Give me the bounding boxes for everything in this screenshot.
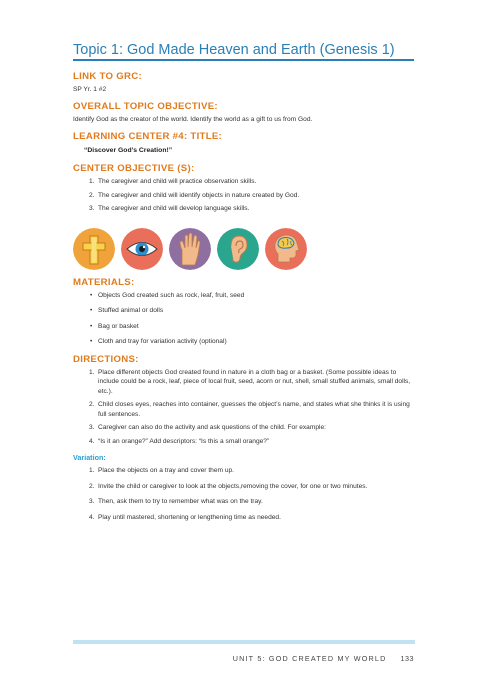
- item-text: Cloth and tray for variation activity (optional): [98, 338, 227, 345]
- item-number: 3.: [89, 205, 95, 212]
- footer: [73, 654, 414, 663]
- list-item: [73, 306, 418, 316]
- list-item: [73, 337, 418, 347]
- title-rule: [73, 59, 414, 61]
- footer-unit: UNIT 5: GOD CREATED MY WORLD: [232, 654, 387, 663]
- bullet: •: [90, 291, 93, 299]
- item-text: The caregiver and child will practice observation skills.: [98, 178, 257, 185]
- learning-center-heading: LEARNING CENTER #4: TITLE:: [73, 131, 223, 142]
- link-text: SP Yr. 1 #2: [73, 86, 107, 93]
- item-number: 3.: [89, 498, 95, 505]
- center-objective-list: [73, 177, 418, 214]
- materials-list: [73, 291, 418, 347]
- list-item: [73, 482, 418, 492]
- item-text: Child closes eyes, reaches into container, guesses the object’s name, and states what she thinks it is using full sentences.: [98, 401, 410, 418]
- directions-section: [73, 354, 418, 447]
- item-text: Place different objects God created found in nature in a cloth bag or a basket. (Some possible ideas to include could be a rock, leaf, piece of local fruit, seed, acorn or nut, shell, small stuffed animals, small dolls, etc.).: [98, 368, 411, 395]
- center-objective-heading: CENTER OBJECTIVE (S):: [73, 163, 195, 174]
- item-number: 2.: [89, 191, 95, 199]
- item-text: Invite the child or caregiver to look at the objects,removing the cover, for one or two minutes.: [98, 482, 368, 490]
- item-number: 1.: [89, 368, 95, 376]
- list-item: [73, 177, 418, 187]
- ear-icon: [217, 228, 259, 270]
- item-text: Objects God created such as rock, leaf, fruit, seed: [98, 291, 245, 299]
- link-section: [73, 71, 418, 94]
- item-text: Bag or basket: [98, 322, 139, 330]
- variation-list: [73, 466, 418, 522]
- content: [73, 71, 418, 522]
- materials-heading: MATERIALS:: [73, 276, 135, 288]
- directions-list: [73, 368, 418, 447]
- item-number: 3.: [89, 424, 95, 431]
- item-text: Caregiver can also do the activity and ask questions of the child. For example:: [98, 424, 326, 431]
- cross-icon: [73, 228, 115, 270]
- list-item: [73, 400, 418, 419]
- list-item: [73, 291, 418, 301]
- item-number: 1.: [89, 178, 95, 185]
- variation-heading: Variation:: [73, 453, 106, 462]
- item-text: Stuffed animal or dolls: [98, 307, 164, 314]
- bullet: •: [90, 322, 93, 330]
- item-text: The caregiver and child will develop language skills.: [98, 205, 250, 212]
- bullet: •: [90, 307, 93, 314]
- list-item: [73, 191, 418, 201]
- link-heading: LINK TO GRC:: [73, 71, 142, 82]
- item-text: Then, ask them to try to remember what was on the tray.: [98, 498, 263, 505]
- list-item: [73, 466, 418, 476]
- learning-center-title: “Discover God’s Creation!”: [84, 147, 173, 154]
- item-text: Play until mastered, shortening or lengthening time as needed.: [98, 513, 281, 521]
- item-number: 1.: [89, 467, 95, 474]
- objective-text: Identify God as the creator of the world. Identify the world as a gift to us from God.: [73, 116, 313, 123]
- bullet: •: [90, 338, 93, 345]
- item-text: Place the objects on a tray and cover them up.: [98, 467, 234, 474]
- center-objective-section: [73, 163, 418, 214]
- item-number: 2.: [89, 401, 95, 408]
- eye-icon: [121, 228, 163, 270]
- item-number: 4.: [89, 513, 95, 521]
- item-number: 2.: [89, 482, 95, 490]
- footer-bar: [73, 640, 415, 644]
- item-text: The caregiver and child will identify objects in nature created by God.: [98, 191, 300, 199]
- page-title: Topic 1: God Made Heaven and Earth (Genesis 1): [73, 42, 395, 58]
- learning-center-section: [73, 131, 418, 155]
- hand-icon: [169, 228, 211, 270]
- list-item: [73, 497, 418, 507]
- head-brain-icon: [265, 228, 307, 270]
- list-item: [73, 437, 418, 447]
- item-text: “Is it an orange?” Add descriptors: “Is this a small orange?”: [98, 437, 270, 445]
- directions-heading: DIRECTIONS:: [73, 353, 139, 365]
- materials-section: [73, 277, 418, 347]
- list-item: [73, 423, 418, 433]
- objective-heading: OVERALL TOPIC OBJECTIVE:: [73, 101, 218, 112]
- page-number: 133: [400, 654, 414, 663]
- item-number: 4.: [89, 437, 95, 445]
- senses-icons: [73, 228, 313, 270]
- list-item: [73, 368, 418, 397]
- list-item: [73, 322, 418, 332]
- variation-section: [73, 453, 418, 522]
- objective-section: [73, 101, 418, 124]
- list-item: [73, 513, 418, 523]
- list-item: [73, 204, 418, 214]
